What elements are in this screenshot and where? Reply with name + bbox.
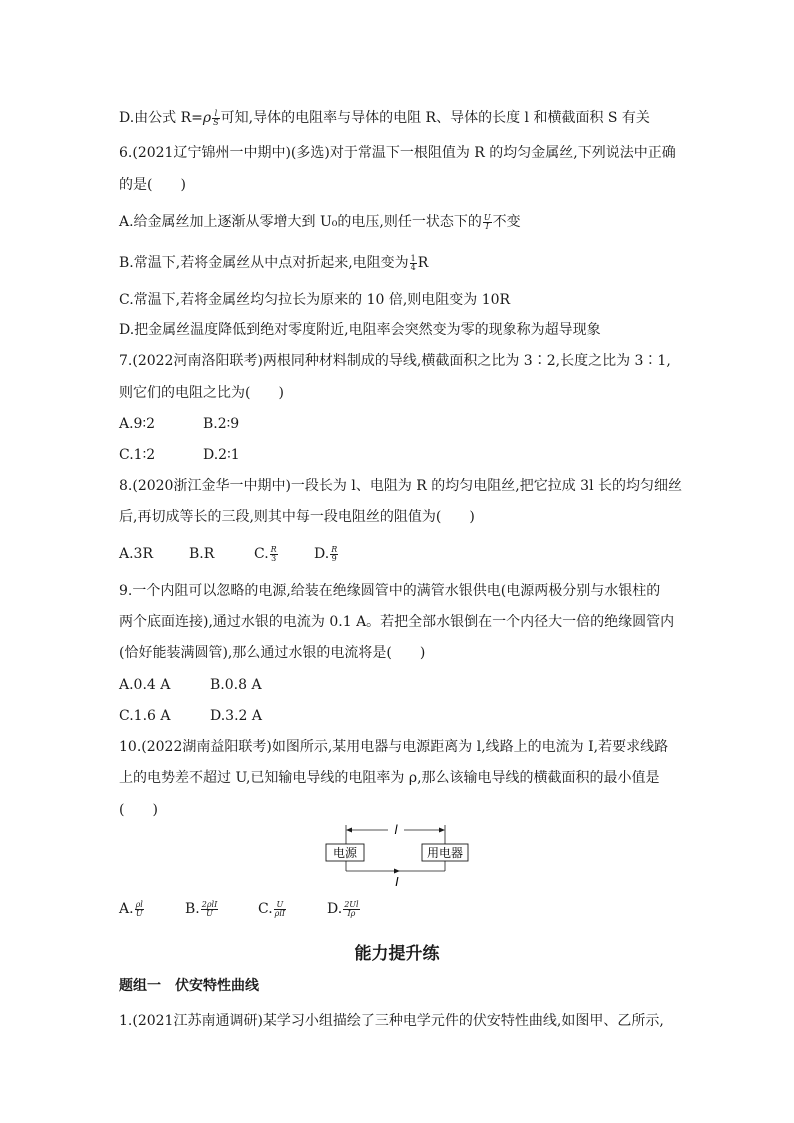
q6a-frac-num: U [483,212,491,222]
q8c-label: C. [254,546,269,562]
q5d-frac-den: S [213,117,219,127]
q9-option-a: A.0.4 A [119,677,171,693]
q9-option-c: C.1.6 A [119,708,171,724]
q8d-fraction [330,546,338,563]
q8c-frac-den: 3 [271,553,277,563]
q8d-frac-num: R [331,544,338,554]
q7-option-d: D.2∶1 [203,447,240,463]
dimension-arrow-left-icon [346,828,352,833]
q10d-frac-num: 2Ul [344,899,359,909]
q5d-rho: ρ [202,110,212,126]
q10-option-b [185,899,219,919]
q10c-label: C. [258,901,273,917]
q10-option-c [258,899,287,919]
q6b-suffix: R [417,255,429,271]
q10c-frac-num: U [276,899,284,909]
q10-circuit-diagram [320,822,475,892]
q5d-fraction [212,110,219,127]
q10b-frac-den: U [201,909,219,918]
current-label: I [395,875,399,889]
q10-stem-line2: 上的电势差不超过 U,已知输电导线的电阻率为 ρ,那么该输电导线的横截面积的最小值是 [119,770,660,786]
current-arrow-icon [394,869,400,874]
q8-option-c [254,544,279,564]
q7-option-a: A.9∶2 [119,416,156,432]
q9-stem-line1: 9.一个内阻可以忽略的电源,给装在绝缘圆管中的满管水银供电(电源两极分别与水银柱的 [119,583,661,599]
q6a-prefix: A.给金属丝加上逐渐从零增大到 U₀的电压,则任一状态下的 [119,214,482,230]
q6b-frac-num: 1 [410,253,416,263]
q10a-frac-num: ρl [135,899,143,909]
q10c-fraction [274,901,286,918]
q8d-frac-den: 9 [331,553,337,563]
power-source-label: 电源 [332,846,358,860]
q6a-fraction [483,214,492,231]
q6-stem-line2: 的是( ) [119,177,186,193]
q6-option-d: D.把金属丝温度降低到绝对零度附近,电阻率会突然变为零的现象称为超导现象 [119,322,601,338]
q10b-fraction [201,901,219,918]
q10a-fraction [135,901,144,918]
q5-option-d [119,108,650,128]
q10-stem-line3: ( ) [119,802,158,818]
q6-option-a [119,212,521,232]
q8-option-d [314,544,339,564]
q8c-frac-num: R [270,544,277,554]
section-title: 能力提升练 [354,944,440,964]
q6b-frac-den: 4 [410,262,416,272]
q6b-fraction [410,255,417,272]
load-device-label: 用电器 [426,846,464,860]
q6-option-b [119,253,428,273]
q8-option-a: A.3R [119,546,154,562]
q10a-frac-den: U [135,908,143,918]
q10b-label: B. [185,901,200,917]
q9-option-d: D.3.2 A [210,708,263,724]
q10c-frac-den: ρlI [274,908,286,918]
group-title: 题组一 伏安特性曲线 [119,978,259,994]
q10a-label: A. [119,901,134,917]
q8-stem-line1: 8.(2020浙江金华一中期中)一段长为 l、电阻为 R 的均匀电阻丝,把它拉成 3l 长的均匀细丝 [119,478,683,494]
q10d-fraction [343,901,359,918]
q10-option-d [327,899,361,919]
q8-stem-line2: 后,再切成等长的三段,则其中每一段电阻丝的阻值为( ) [119,509,475,525]
q10d-label: D. [327,901,343,917]
q10-stem-line1: 10.(2022湖南益阳联考)如图所示,某用电器与电源距离为 l,线路上的电流为 I,若要求线路 [119,739,669,755]
q5d-frac-num: l [214,108,218,118]
dimension-arrow-right-icon [439,828,445,833]
q10-option-a [119,899,145,919]
q7-option-c: C.1∶2 [119,447,156,463]
q8d-label: D. [314,546,330,562]
q6b-prefix: B.常温下,若将金属丝从中点对折起来,电阻变为 [119,255,409,271]
q10b-frac-num: 2ρlI [201,899,218,909]
q8c-fraction [270,546,278,563]
q7-stem-line2: 则它们的电阻之比为( ) [119,385,284,401]
q10d-frac-den: Iρ [343,909,359,918]
q6a-suffix: 不变 [492,214,521,230]
q6-stem-line1: 6.(2021辽宁锦州一中期中)(多选)对于常温下一根阻值为 R 的均匀金属丝,下列说法中正确 [119,145,676,161]
q6-option-c: C.常温下,若将金属丝均匀拉长为原来的 10 倍,则电阻变为 10R [119,292,511,308]
q5d-prefix: D.由公式 R= [119,110,203,126]
q9-option-b: B.0.8 A [210,677,262,693]
q8-option-b: B.R [189,546,215,562]
q9-stem-line2: 两个底面连接),通过水银的电流为 0.1 A。若把全部水银倒在一个内径大一倍的绝缘圆管内 [119,614,675,630]
q7-stem-line1: 7.(2022河南洛阳联考)两根同种材料制成的导线,横截面积之比为 3∶2,长度之比为 3∶1, [119,353,671,369]
length-label: l [394,823,398,837]
q6a-frac-den: I [483,222,492,231]
length-dimension [346,823,445,837]
q7-option-b: B.2∶9 [203,416,240,432]
q1-stem-line1: 1.(2021江苏南通调研)某学习小组描绘了三种电学元件的伏安特性曲线,如图甲、乙所示, [119,1013,664,1029]
q5d-suffix: 可知,导体的电阻率与导体的电阻 R、导体的长度 l 和横截面积 S 有关 [220,110,650,126]
q9-stem-line3: (恰好能装满圆管),那么通过水银的电流将是( ) [119,645,426,661]
